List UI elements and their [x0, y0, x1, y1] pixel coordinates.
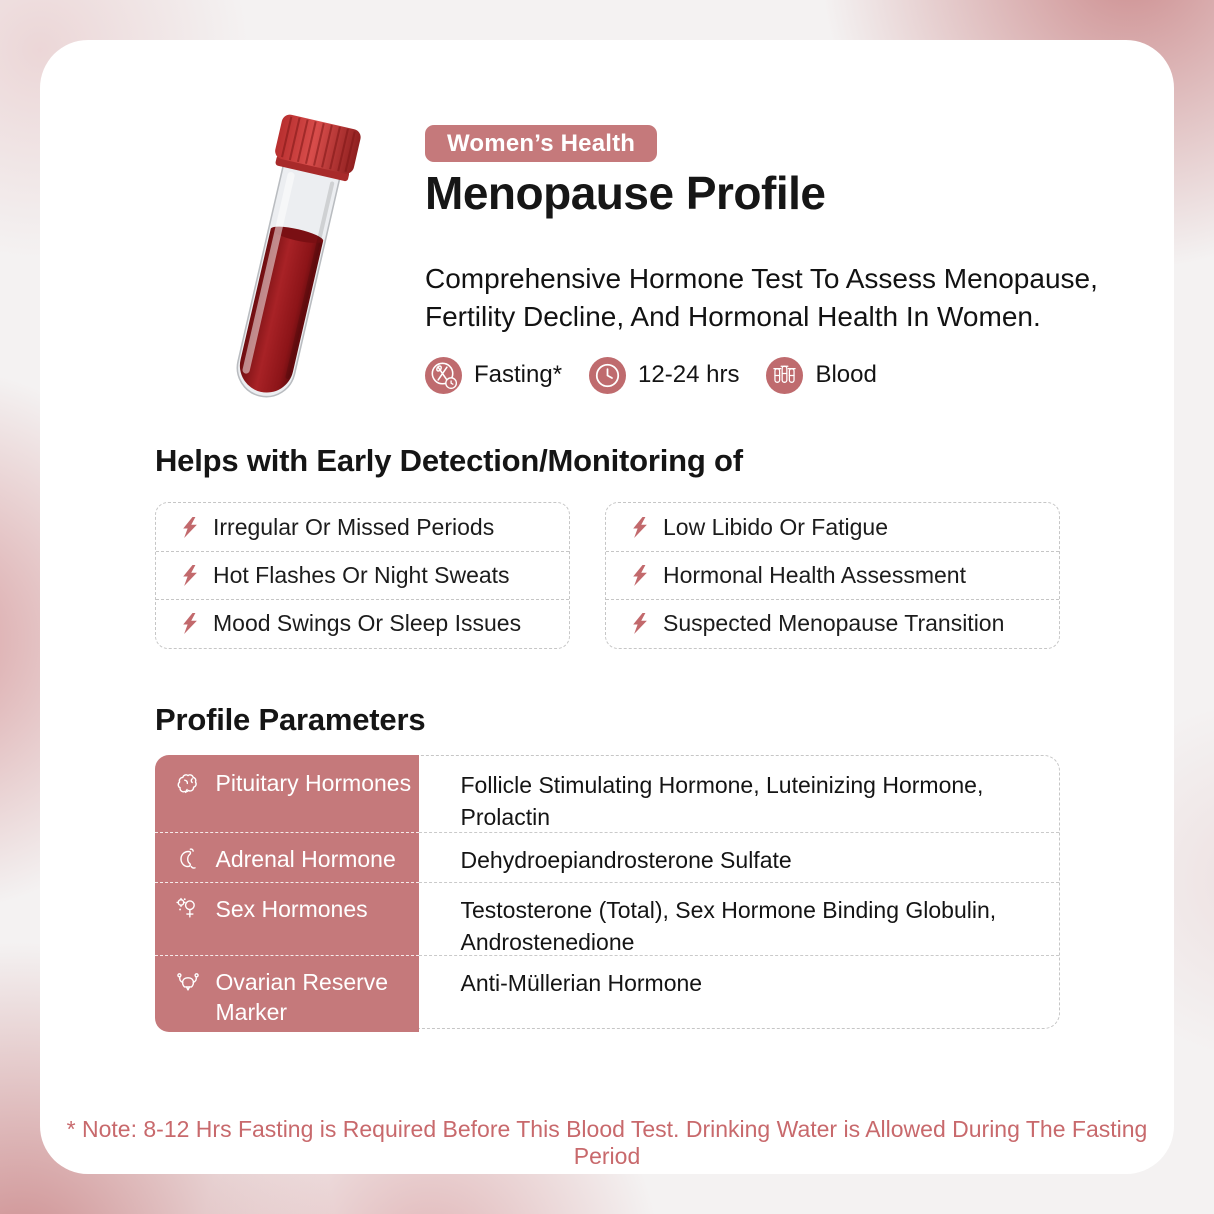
- parameter-value-cell: Testosterone (Total), Sex Hormone Binding Globulin, Androstenedione: [419, 883, 1060, 956]
- duration-label: 12-24 hrs: [638, 361, 740, 388]
- fasting-icon: [425, 357, 462, 394]
- detection-column-1: [155, 502, 570, 649]
- category-badge-label: Women’s Health: [447, 129, 636, 157]
- table-row: [156, 956, 1059, 1030]
- detection-item: Irregular Or Missed Periods: [156, 503, 569, 551]
- parameter-value-cell: Follicle Stimulating Hormone, Luteinizing Hormone, Prolactin: [419, 756, 1060, 833]
- detection-item: Suspected Menopause Transition: [606, 599, 1059, 647]
- lightning-icon: [632, 565, 648, 586]
- parameter-category-cell: Ovarian Reserve Marker: [155, 956, 419, 1032]
- table-row: [156, 883, 1059, 956]
- detection-item: Mood Swings Or Sleep Issues: [156, 599, 569, 647]
- detection-grid: [155, 502, 1060, 649]
- kidney-icon: [174, 845, 202, 873]
- blood-icon: [766, 357, 803, 394]
- parameters-heading: Profile Parameters: [155, 702, 426, 737]
- blood-test-tube-illustration: [180, 110, 400, 420]
- fasting-label: Fasting*: [474, 361, 563, 388]
- lightning-icon: [182, 613, 198, 634]
- info-card: [40, 40, 1174, 1174]
- lightning-icon: [632, 517, 648, 538]
- parameter-value-cell: Anti-Müllerian Hormone: [460, 970, 703, 996]
- test-meta-row: [425, 355, 877, 395]
- detection-item: Hormonal Health Assessment: [606, 551, 1059, 599]
- meta-sample: [766, 357, 876, 394]
- lightning-icon: [182, 517, 198, 538]
- detection-column-2: [605, 502, 1060, 649]
- parameter-category-cell: Pituitary Hormones: [155, 755, 419, 834]
- detection-item: Hot Flashes Or Night Sweats: [156, 551, 569, 599]
- meta-fasting: [425, 357, 562, 394]
- table-row: [156, 833, 1059, 883]
- sex-hormones-icon: [174, 895, 202, 923]
- test-description: Comprehensive Hormone Test To Assess Menopause, Fertility Decline, And Hormonal Health In Women.: [425, 263, 1098, 332]
- detection-heading: Helps with Early Detection/Monitoring of: [155, 443, 743, 478]
- detection-item: Low Libido Or Fatigue: [606, 503, 1059, 551]
- parameter-category-cell: Sex Hormones: [155, 883, 419, 956]
- sample-label: Blood: [815, 361, 877, 388]
- category-badge: [425, 125, 657, 162]
- parameter-category-cell: Adrenal Hormone: [155, 833, 419, 883]
- brain-icon: [174, 769, 202, 797]
- lightning-icon: [182, 565, 198, 586]
- uterus-icon: [174, 968, 202, 996]
- parameter-value-cell: Dehydroepiandrosterone Sulfate: [419, 833, 1060, 883]
- parameters-table: [155, 755, 1060, 1029]
- table-row: [156, 756, 1059, 833]
- lightning-icon: [632, 613, 648, 634]
- clock-icon: [589, 357, 626, 394]
- page-title: Menopause Profile: [425, 167, 826, 219]
- meta-duration: [589, 357, 739, 394]
- fasting-note: * Note: 8-12 Hrs Fasting is Required Before This Blood Test. Drinking Water is Allowed During The Fasting Period: [66, 1116, 1148, 1169]
